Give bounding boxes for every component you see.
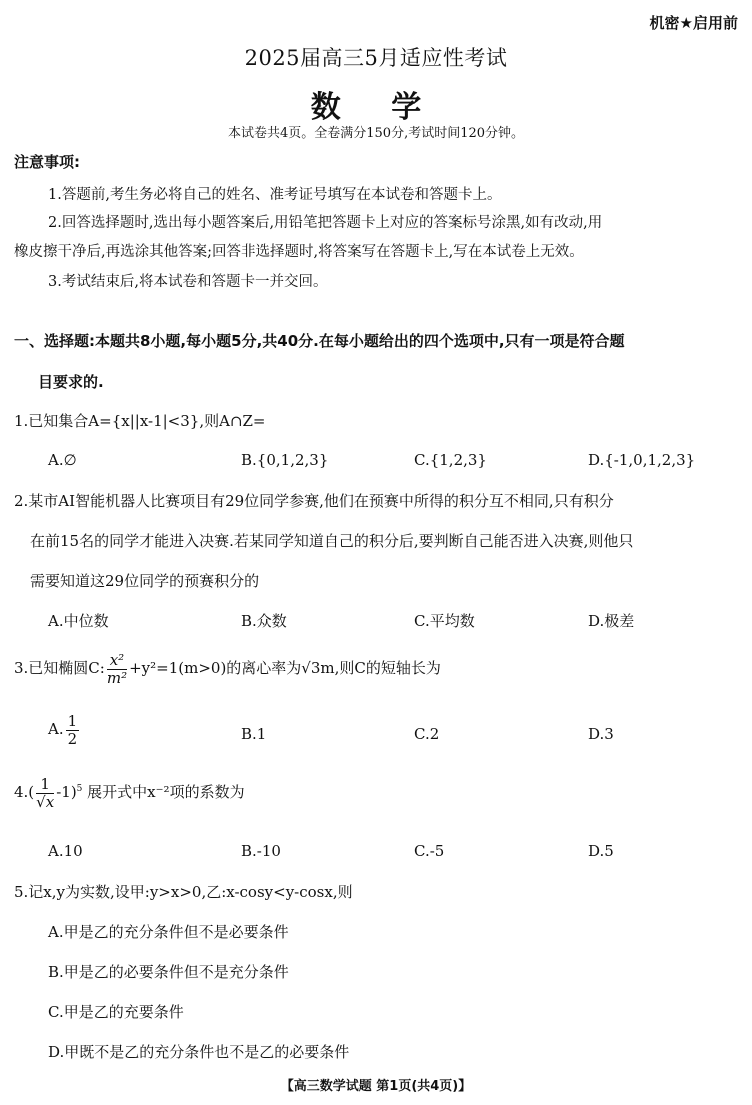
q3-option-a [48,713,81,747]
q3-prefix: 3.已知椭圆C: [14,659,105,677]
q4-option-d: D.5 [588,842,614,860]
q5-option-a: A.甲是乙的充分条件但不是必要条件 [48,923,289,941]
section-heading-line-1: 一、选择题:本题共8小题,每小题5分,共40分.在每小题给出的四个选项中,只有一项是符合题 [14,332,625,350]
exam-subtitle: 本试卷共4页。全卷满分150分,考试时间120分钟。 [227,126,525,141]
q2-option-c: C.平均数 [414,612,475,630]
q4-power: 5 [76,784,83,794]
q4-fraction [36,776,54,810]
notice-item-3: 3.考试结束后,将本试卷和答题卡一并交回。 [48,274,328,290]
q1-option-d: D.{-1,0,1,2,3} [588,451,696,469]
question-5-stem: 5.记x,y为实数,设甲:y>x>0,乙:x-cosy<y-cosx,则 [14,883,353,901]
question-4-stem [14,776,245,810]
notice-item-2-line-2: 橡皮擦干净后,再选涂其他答案;回答非选择题时,将答案写在答题卡上,写在本试卷上无效。 [14,244,584,260]
q3-option-a-label: A. [48,720,64,738]
q3-option-a-numerator: 1 [67,712,78,730]
q4-option-c: C.-5 [414,842,445,860]
q5-option-d: D.甲既不是乙的充分条件也不是乙的必要条件 [48,1043,350,1061]
q3-option-a-fraction [66,713,80,747]
question-3-stem [14,652,441,686]
q3-fraction-numerator: x² [107,652,127,670]
question-2-line-2: 在前15名的同学才能进入决赛.若某同学知道自己的积分后,要判断自己能否进入决赛,则他只 [30,532,634,550]
exam-title: 2025届高三5月适应性考试 [244,46,508,70]
question-2-line-1: 2.某市AI智能机器人比赛项目有29位同学参赛,他们在预赛中所得的积分互不相同,只有积分 [14,492,614,510]
q3-fraction-denominator: m² [106,668,128,687]
q2-option-d: D.极差 [588,612,635,630]
q1-option-b: B.{0,1,2,3} [241,451,329,469]
q2-option-a: A.中位数 [48,612,109,630]
notice-item-1: 1.答题前,考生务必将自己的姓名、准考证号填写在本试卷和答题卡上。 [48,187,502,203]
subject-title: 数 学 [310,90,442,125]
q3-fraction [107,652,127,686]
q4-option-b: B.-10 [241,842,281,860]
q4-middle: -1) [56,783,77,801]
q3-option-b: B.1 [241,725,267,743]
q3-text: +y²=1(m>0)的离心率为√3m,则C的短轴长为 [129,659,441,677]
q5-option-b: B.甲是乙的必要条件但不是充分条件 [48,963,289,981]
q4-option-a: A.10 [48,842,83,860]
q4-suffix: 展开式中x⁻²项的系数为 [82,783,245,801]
notice-heading: 注意事项: [14,153,80,171]
q4-fraction-numerator: 1 [36,776,54,794]
section-heading-line-2: 目要求的. [38,373,104,391]
q3-option-c: C.2 [414,725,440,743]
confidential-label: 机密★启用前 [649,14,738,32]
q3-option-a-denominator: 2 [67,729,78,748]
question-2-line-3: 需要知道这29位同学的预赛积分的 [30,572,260,590]
q3-option-d: D.3 [588,725,614,743]
page-footer: 【高三数学试题 第1页(共4页)】 [280,1079,472,1094]
q4-prefix: 4.( [14,783,35,801]
q4-fraction-denominator: √x [36,792,55,811]
notice-item-2-line-1: 2.回答选择题时,选出每小题答案后,用铅笔把答题卡上对应的答案标号涂黑,如有改动,用 [48,215,603,231]
q1-option-c: C.{1,2,3} [414,451,487,469]
question-1-stem: 1.已知集合A={x||x-1|<3},则A∩Z= [14,412,266,430]
q5-option-c: C.甲是乙的充要条件 [48,1003,184,1021]
q2-option-b: B.众数 [241,612,287,630]
q1-option-a: A.∅ [48,451,77,469]
